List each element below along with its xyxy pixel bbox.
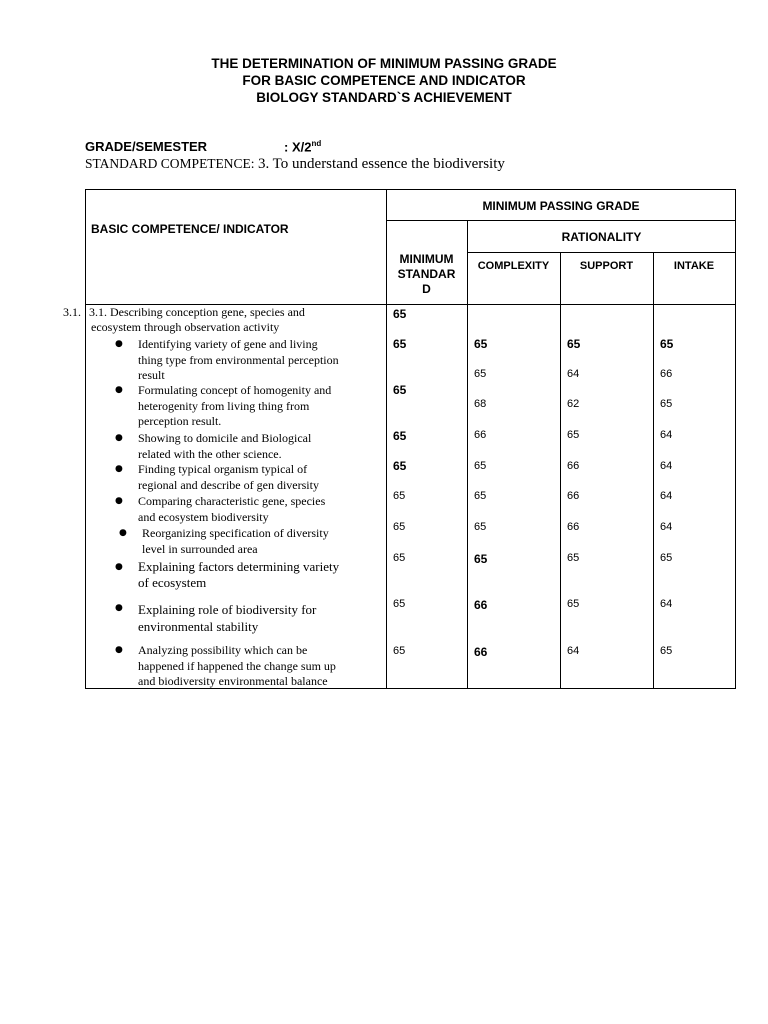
indicator-8: Explaining role of biodiversity for environmental stability: [138, 602, 317, 634]
support-value: 64: [567, 368, 580, 380]
header-min-std-line2: STANDAR: [397, 267, 456, 281]
competence-min-standard: 65: [393, 307, 407, 321]
support-value: 65: [567, 598, 580, 610]
intake-value: 64: [660, 429, 673, 441]
bullet-icon: ●: [119, 528, 127, 538]
header-complexity: COMPLEXITY: [477, 260, 550, 272]
min-std-value: 65: [393, 429, 407, 443]
indicator-2: Formulating concept of homogenity and heterogenity from living thing from perception result.: [138, 383, 332, 428]
support-value: 66: [567, 460, 580, 472]
support-value: 64: [567, 645, 580, 657]
indicator-7: Explaining factors determining variety of ecosystem: [138, 559, 340, 590]
intake-value: 64: [660, 521, 673, 533]
support-value: 65: [567, 337, 581, 351]
header-intake: INTAKE: [673, 260, 715, 272]
intake-value: 64: [660, 460, 673, 472]
min-std-value: 65: [393, 598, 406, 610]
outer-number: 3.1.: [63, 305, 81, 319]
bullet-icon: ●: [115, 464, 123, 474]
complexity-value: 66: [474, 598, 488, 612]
bullet-icon: ●: [115, 603, 123, 613]
support-value: 65: [567, 552, 580, 564]
standard-competence-label: STANDARD COMPETENCE:: [85, 156, 258, 171]
header-minimum-passing-grade: MINIMUM PASSING GRADE: [482, 199, 640, 213]
table-border-left: [85, 189, 86, 689]
title-line-1: THE DETERMINATION OF MINIMUM PASSING GRADE: [211, 56, 557, 71]
header-min-std-line3: D: [422, 282, 431, 296]
standard-competence: [85, 156, 505, 173]
min-std-value: 65: [393, 521, 406, 533]
table-rule-mpg: [386, 220, 736, 221]
header-min-std-line1: MINIMUM: [399, 252, 454, 266]
intake-value: 64: [660, 598, 673, 610]
complexity-value: 65: [474, 337, 488, 351]
complexity-value: 66: [474, 429, 487, 441]
complexity-value: 65: [474, 368, 487, 380]
header-basic-competence: BASIC COMPETENCE/ INDICATOR: [91, 222, 289, 236]
complexity-value: 65: [474, 521, 487, 533]
table-border-top: [85, 189, 736, 190]
header-minimum-standard: [386, 252, 467, 297]
grade-semester-value: : X/2nd: [284, 139, 322, 155]
support-value: 66: [567, 490, 580, 502]
intake-value: 65: [660, 645, 673, 657]
complexity-value: 66: [474, 645, 488, 659]
table-rule-rationality: [467, 252, 736, 253]
intake-value: 65: [660, 552, 673, 564]
min-std-value: 65: [393, 645, 406, 657]
complexity-value: 68: [474, 398, 487, 410]
support-value: 65: [567, 429, 580, 441]
intake-value: 65: [660, 398, 673, 410]
table-border-right: [735, 189, 736, 689]
standard-competence-value: 3. To understand essence the biodiversity: [257, 156, 505, 172]
title-line-2: FOR BASIC COMPETENCE AND INDICATOR: [242, 73, 526, 88]
bullet-icon: ●: [115, 339, 123, 349]
bullet-icon: ●: [115, 385, 123, 395]
indicator-5: Comparing characteristic gene, species and ecosystem biodiversity: [138, 494, 326, 524]
table-divider-complexity: [560, 252, 561, 689]
min-std-value: 65: [393, 490, 406, 502]
bullet-icon: ●: [115, 496, 123, 506]
complexity-value: 65: [474, 490, 487, 502]
min-std-value: 65: [393, 459, 407, 473]
min-std-value: 65: [393, 337, 407, 351]
intake-value: 66: [660, 368, 673, 380]
bullet-icon: ●: [115, 645, 123, 655]
indicator-9: Analyzing possibility which can be happened if happened the change sum up and biodiversity environmental balance: [138, 643, 336, 688]
competence-line-2: ecosystem through observation activity: [91, 320, 280, 334]
intake-value: 64: [660, 490, 673, 502]
competence-line-1: 3.1. Describing conception gene, species and: [89, 305, 305, 319]
min-std-value: 65: [393, 383, 407, 397]
bullet-icon: ●: [115, 562, 123, 572]
table-divider-support: [653, 252, 654, 689]
complexity-value: 65: [474, 460, 487, 472]
header-support: SUPPORT: [579, 260, 634, 272]
indicator-1: Identifying variety of gene and living thing type from environmental perception result: [138, 337, 339, 382]
indicator-3: Showing to domicile and Biological related with the other science.: [138, 431, 312, 461]
min-std-value: 65: [393, 552, 406, 564]
support-value: 66: [567, 521, 580, 533]
indicator-4: Finding typical organism typical of regional and describe of gen diversity: [138, 462, 319, 492]
indicator-6: Reorganizing specification of diversity level in surrounded area: [142, 526, 329, 556]
grade-semester-sup: nd: [311, 139, 322, 148]
support-value: 62: [567, 398, 580, 410]
table-divider-minstd: [467, 220, 468, 689]
header-rationality: RATIONALITY: [561, 230, 642, 244]
title-line-3: BIOLOGY STANDARD`S ACHIEVEMENT: [256, 90, 512, 105]
bullet-icon: ●: [115, 433, 123, 443]
intake-value: 65: [660, 337, 674, 351]
grade-semester-label: GRADE/SEMESTER: [85, 139, 208, 154]
complexity-value: 65: [474, 552, 488, 566]
